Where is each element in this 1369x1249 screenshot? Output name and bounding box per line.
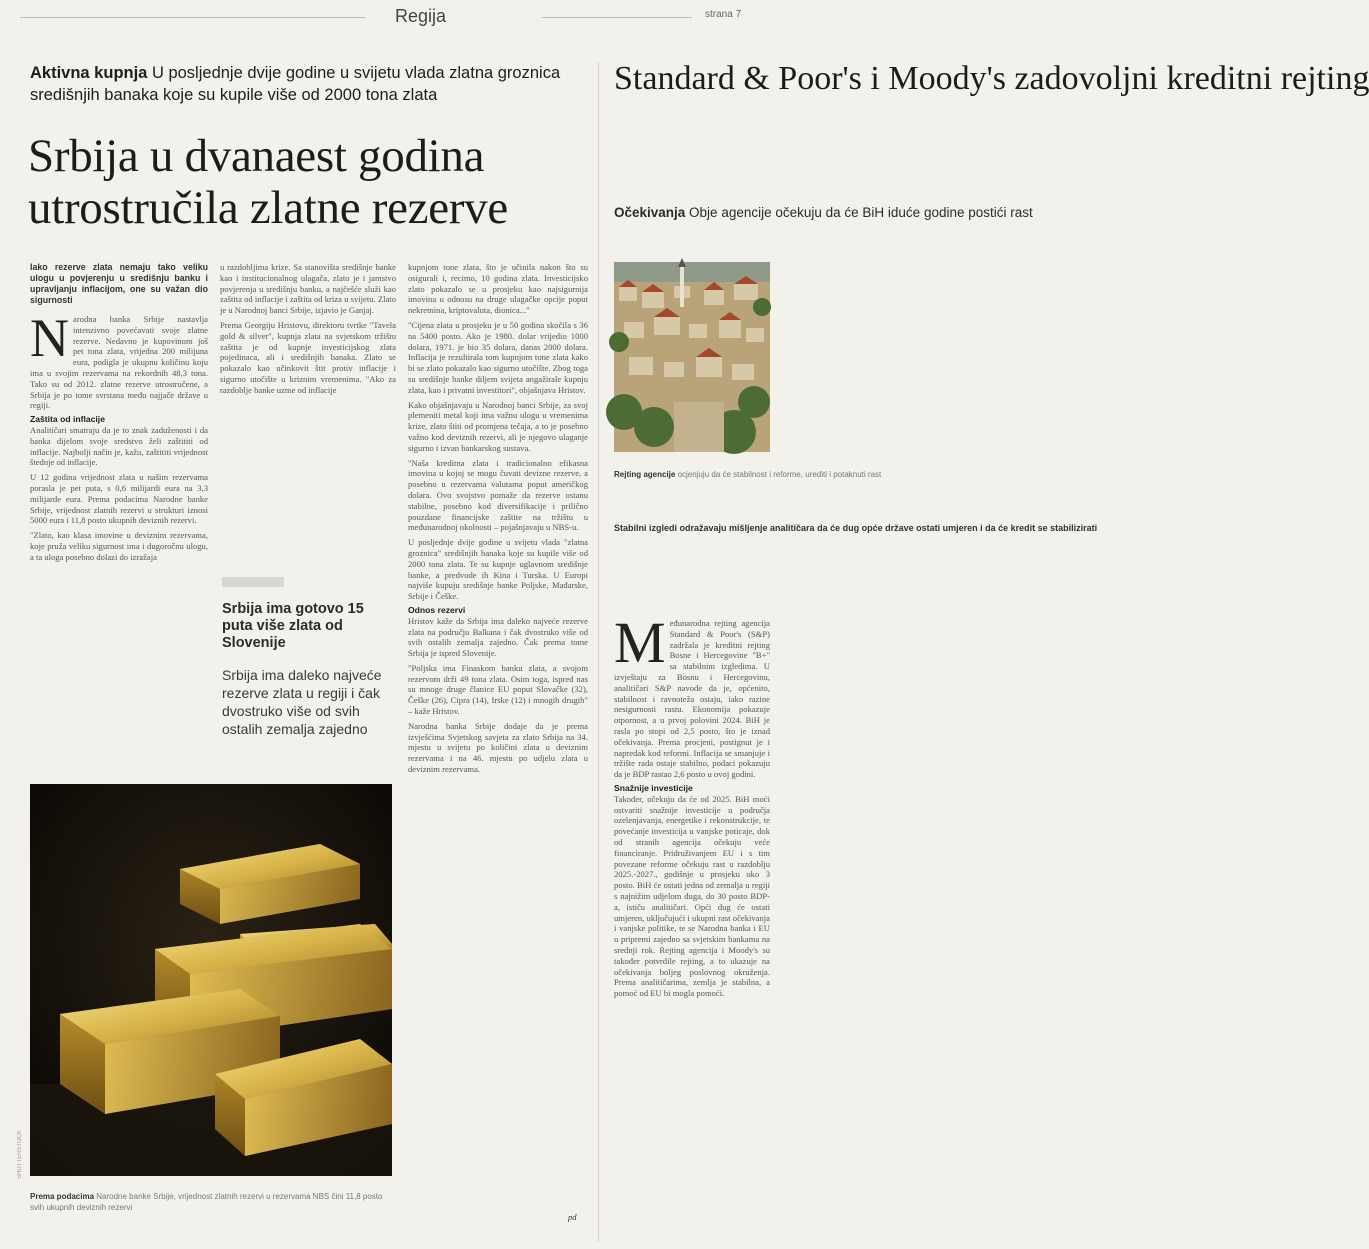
paragraph-text: eđunarodna rejting agencija Standard & Poor's (S&P) zadržala je kreditni rejting Bosne i Hercegovine "B+" sa stabilnim izgledima. U izvještaju za Bosnu i Hercegovinu, analitičari S&P navode da je, općenito, stabilnost i ravnoteža ostaju, iako razine nesigurnosti rastu. Ekonomija pokazuje otpornost, a u prvoj polovini 2024. BiH je rasla po stopi od 2,5 posto, što je iznad očekivanja. Prema procjeni, postignut je i napredak kod reformi. Inflacija se smanjuje i tržište rada ostaje stabilno, podaci pokazuju da je BDP rastao 2,6 posto u ovoj godini. [614,618,770,780]
header-rule-right [542,17,692,18]
article-lede: Iako rezerve zlata nemaju tako veliku ulogu u povjerenju u središnju banku i upravljanju inflacijom, one su važan dio sigurnosti [30,262,208,305]
article-column-2 [220,262,396,562]
subhead-reserves: Odnos rezervi [408,604,466,615]
right-photo-caption [614,470,882,481]
city-photo [614,262,770,452]
pull-quote-title: Srbija ima gotovo 15 puta više zlata od Slovenije [222,601,364,651]
article-paragraph: Analitičari smatraju da je to znak zaduženosti i da banka dijelom svoje sredstvo želi zaštititi od inflacije. Najbolji način je, kažu, zaštititi vrijednost štednje od inflacije. [30,424,208,468]
section-label: Regija [395,6,447,26]
article-column-3 [408,262,588,1202]
header-rule-left [20,17,365,18]
article-paragraph: Narodna banka Srbije dodaje da je prema izvješćima Svjetskog savjeta za zlato Srbija na 34. mjestu u svijetu po količini zlata u deviznim rezervama i na 46. mjestu po udjelu zlata u deviznim rezervama. [408,720,588,775]
kicker-text: U posljednje dvije godine u svijetu vlada zlatna groznica središnjih banaka koje su kupile više od 2000 tona zlata [30,64,561,104]
article-paragraph: kupnjom tone zlata, što je učinila nakon što su osigurali i, recimo, 10 godina zlata. Investicijsko zlato pokazalo se u prosjeku kao najsigurnija imovina u odnosu na druge ulagačke opcije poput nekretnina, kriptovaluta, dionica..." [408,262,588,316]
right-subhead: Snažnije investicije [614,782,693,793]
column-divider [598,62,599,1242]
page-number: strana 7 [705,9,742,20]
article-paragraph: Prema Georgiju Hristovu, direktoru tvrtke "Tavela gold & silver", kupnja zlata na svjetskom tržištu zaštita je od kupnje investicijskog zlata pojedinaca, ali i središnjih banaka. Zlato se pokazalo kao učinkovit štit protiv inflacije i sigurno utočište u kriznim vremenima. "Ako za razdoblje banke uzme od inflacije [220,319,396,395]
kicker-bold: Aktivna kupnja [30,64,148,82]
article-kicker [30,62,590,106]
article-paragraph: "Naša kreditna zlata i tradicionalno efikasna imovina u kojoj se mogu čuvati devizne rezerve, a posebno u rezervama valutama poput američkog dolara. Ovo svojstvo pomaže da rezerve ostanu stabilne, posebno kod diversifikacije i prilično pouzdane financijske zaštite na tržištu u međunarodnoj okolnosti – pojašnjavaju u NBS-u. [408,457,588,533]
right-caption-text: ocjenjuju da će stabilnost i reforme, urediti i potaknuti rast [675,470,882,479]
article-column-1 [30,262,208,770]
article-paragraph: U 12 godina vrijednost zlata u našim rezervama porasla je pet puta, s 0,6 milijardi eura na 3,3 milijarde eura. Prema podacima Narodne banke Srbije, vrijednost zlatnih rezervi u strukturi iznosi 5000 eura i 11,8 posto ukupnih deviznih rezervi. [30,472,208,526]
photo-credit: SHUTTERSTOCK [17,1130,23,1179]
pull-quote-body: Srbija ima daleko najveće rezerve zlata u regiji i čak dvostruko više od svih ostalih zemalja zajedno [222,667,382,737]
right-kicker-text: Obje agencije očekuju da će BiH iduće godine postići rast [685,205,1033,220]
article-paragraph: U posljednje dvije godine u svijetu vlada "zlatna groznica" središnjih banaka koje su kupile više od 2000 tona zlata. Te su kupnje uglavnom središnje banke, a predvode ih Kina i Turska. U Europi najviše kupuju središnje banke Poljske, Mađarske, Srbije i Češke. [408,537,588,602]
article-headline: Srbija u dvanaest godina utrostručila zlatne rezerve [28,130,508,234]
article-paragraph: "Poljska ima Finaskom banku zlata, a svojom rezervom drži 49 tona zlata. Osim toga, ispred nas su mnoge druge članice EU poput Slovačke (32), Češke (26), Cipra (14), Irske (12) i mnogih drugih" – kaže Hristov. [408,662,588,717]
right-paragraph-2: Također, očekuju da će od 2025. BiH moći ostvariti snažnije investicije u područja ozelenjavanja, energetike i rekonstrukcije, te povećanje investicija u vanjske poticaje, dok od stranih agencija očekuju veće financiranje. Pridruživanjem EU i s tim povezane reforme očekuju rast u razdoblju 2025.-2027., godišnje u prosjeku oko 3 posto. BiH će ostati jedna od zemalja u regiji s najnižim udjelom duga, do 30 posto BDP-a, ističu analitičari. Opći dug će ostati umjeren, uključujući i ukupni rast očekivanja i vanjske politike, te se Narodna banka i EU u pripremi zajedno sa svjetskim bankama na srednji rok. Rejting agencija i Moody's su također potvrdile rejting, a to ukazuje na očekivanja boljeg poslovnog okruženja. Prema analitičarima, zemlja je stabilna, a pomoć od EU bi mogla pomoći. [614,793,770,999]
photo-caption [30,1192,392,1213]
article-paragraph: "Zlato, kao klasa imovine u deviznim rezervama, koje pruža veliku sigurnost ima i dugoročnu ulogu, a ta uloga posebno dolazi do izražaja [30,530,208,562]
author-signature: pd [568,1212,577,1222]
right-dropcap: M [614,610,666,675]
subhead-inflation: Zaštita od inflacije [30,414,105,425]
city-illustration [614,262,770,452]
dropcap: N [30,308,69,368]
article-paragraph: Hristov kaže da Srbija ima daleko najveće rezerve zlata na području Balkana i čak dvostruko više od svih ostalih zemalja zajedno. Čak prema tome Srbija je ispred Slovenije. [408,615,588,659]
right-article-body [614,610,770,1248]
right-article-lede: Stabilni izgledi odražavaju mišljenje analitičara da će dug opće države ostati umjeren i da će kredit se stabilizirati [614,523,1098,533]
article-paragraph: u razdobljima krize. Sa stanovišta središnje banke kao i institucionalnog ulagača, zlato je i jamstvo povjerenja u središnju banku, a najčešće služi kao zaštita od inflacije i zaštita od kriza u svijetu. Zlato je u Narodnoj banci Srbije, izjavio je Ganjaj. [220,262,396,316]
paragraph-text: arodna banka Srbije nastavlja intenzivno povećavati svoje zlatne rezerve. Nedavno je kupovinom još pet tona zlata, vrijedna 200 milijuna eura, podigla je ukupnu količinu koju ima u svojim rezervama na rekordnih 48,3 tona. Tako su od 2012. zlatne rezerve utrostručene, a Srbija je po tome svrstana među najjače države u regiji. [30,314,208,411]
pull-quote-bar [222,577,284,587]
right-article-headline: Standard & Poor's i Moody's zadovoljni kreditni rejting [614,60,1369,97]
gold-bars-photo [30,784,392,1176]
article-paragraph-1 [30,308,208,411]
right-caption-bold: Rejting agencije [614,470,676,479]
right-article-kicker [614,203,1033,222]
right-kicker-bold: Očekivanja [614,205,686,220]
article-paragraph: "Cijena zlata u prosjeku je u 50 godina skočila s 36 na 5400 posto. Ako je 1980. dolar vrijedio 1000 dolara, 1971. je bio 35 dolara, danas 2000 dolara. Inflacija je rezultirala tom kupnjom tone zlata kako bi se zlato pokazalo kao sigurno utočište. Zbog toga su središnje banke diljem svijeta angažirale kupnju zlata, kao i privatni investitori", objašnjava Hristov. [408,319,588,395]
article-paragraph: Kako objašnjavaju u Narodnoj banci Srbije, za svoj plemeniti metal koji ima važnu ulogu u vremenima krize, zlato štiti od promjena tečaja, a to je posebno važno kod deviznih rezervi, ali je njegovo ulaganje sigurno i izvan bankarskog sustava. [408,399,588,453]
gold-bars-illustration [30,784,392,1176]
right-paragraph-1 [614,610,770,780]
caption-text: Narodne banke Srbije, vrijednost zlatnih rezervi u rezervama NBS čini 11,8 posto svih ukupnih deviznih rezervi [30,1192,383,1212]
caption-bold: Prema podacima [30,1192,95,1201]
page-header [0,0,770,40]
